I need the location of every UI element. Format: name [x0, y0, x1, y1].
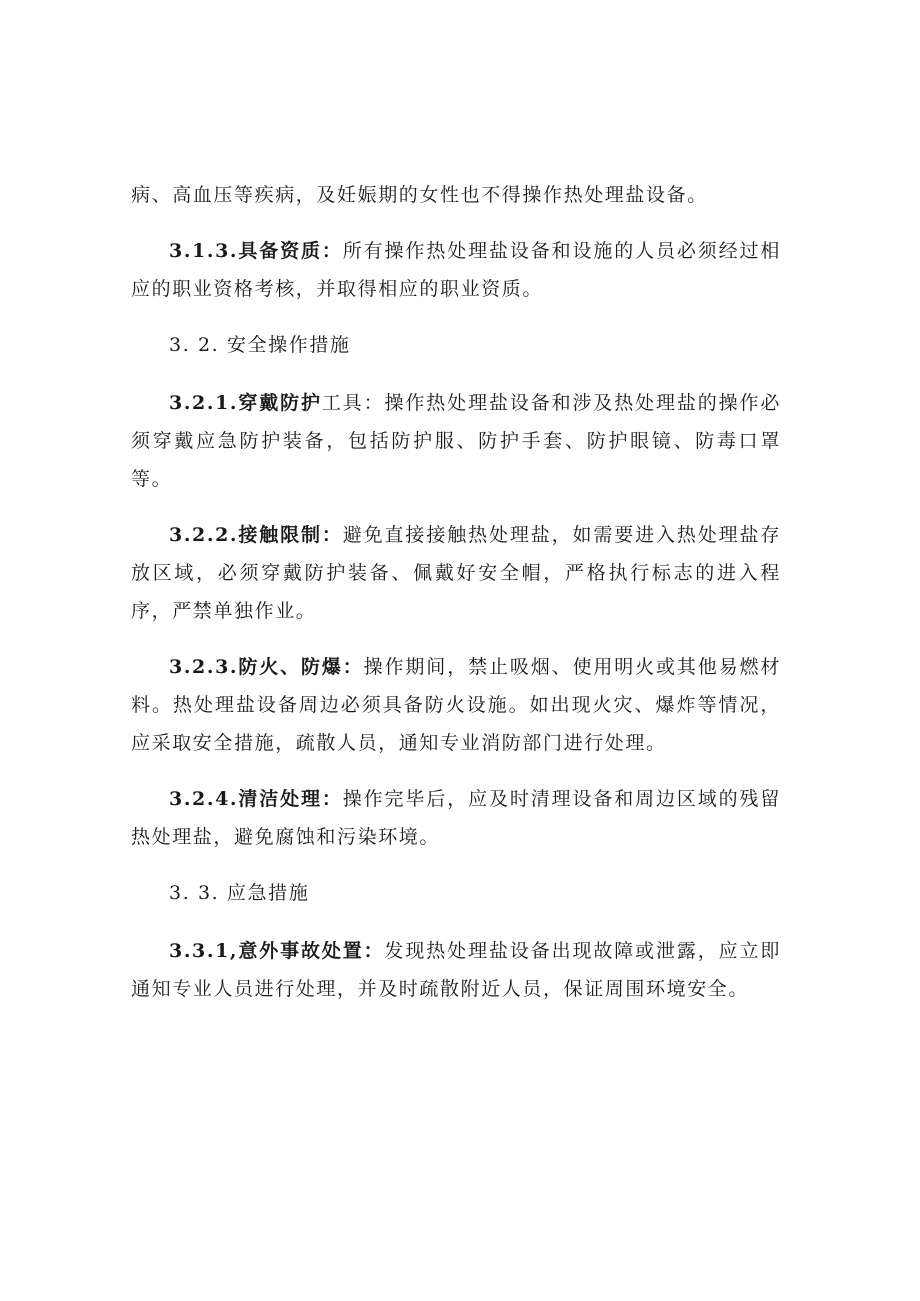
paragraph-qualification: [131, 232, 781, 308]
document-body: [131, 176, 781, 1026]
clause-heading: 3.2.2.接触限制：: [169, 524, 343, 546]
section-heading-text: 3. 3. 应急措施: [169, 882, 310, 904]
paragraph-protective-equipment: [131, 384, 781, 498]
section-heading-text: 3. 2. 安全操作措施: [169, 334, 351, 356]
paragraph-fire-explosion: [131, 648, 781, 762]
paragraph-text: 操作期间，禁止吸烟、使用明火或其他易燃材料。热处理盐设备周边必须具备防火设施。如出现火灾、爆炸等情况，应采取安全措施，疏散人员，通知专业消防部门进行处理。: [131, 656, 781, 754]
clause-heading: 3.3.1,意外事故处置：: [169, 940, 385, 962]
paragraph-text: 避免直接接触热处理盐，如需要进入热处理盐存放区域，必须穿戴防护装备、佩戴好安全帽，严格执行标志的进入程序，严禁单独作业。: [131, 524, 781, 622]
paragraph-continuation: [131, 176, 781, 214]
paragraph-accident-handling: [131, 932, 781, 1008]
clause-heading: 3.2.3.防火、防爆：: [169, 656, 364, 678]
paragraph-contact-restriction: [131, 516, 781, 630]
paragraph-text: 发现热处理盐设备出现故障或泄露，应立即通知专业人员进行处理，并及时疏散附近人员，保证周围环境安全。: [131, 940, 781, 1000]
paragraph-text: 病、高血压等疾病，及妊娠期的女性也不得操作热处理盐设备。: [131, 184, 708, 206]
clause-heading: 3.2.4.清洁处理：: [169, 788, 343, 810]
clause-heading: 3.1.3.具备资质：: [169, 240, 343, 262]
section-heading-emergency-measures: [131, 874, 781, 912]
paragraph-text: 操作完毕后，应及时清理设备和周边区域的残留热处理盐，避免腐蚀和污染环境。: [131, 788, 781, 848]
paragraph-text: 所有操作热处理盐设备和设施的人员必须经过相应的职业资格考核，并取得相应的职业资质。: [131, 240, 781, 300]
clause-heading: 3.2.1.穿戴防护: [169, 392, 322, 414]
paragraph-cleaning: [131, 780, 781, 856]
section-heading-safety-measures: [131, 326, 781, 364]
paragraph-text: 工具：操作热处理盐设备和涉及热处理盐的操作必须穿戴应急防护装备，包括防护服、防护手套、防护眼镜、防毒口罩等。: [131, 392, 781, 490]
